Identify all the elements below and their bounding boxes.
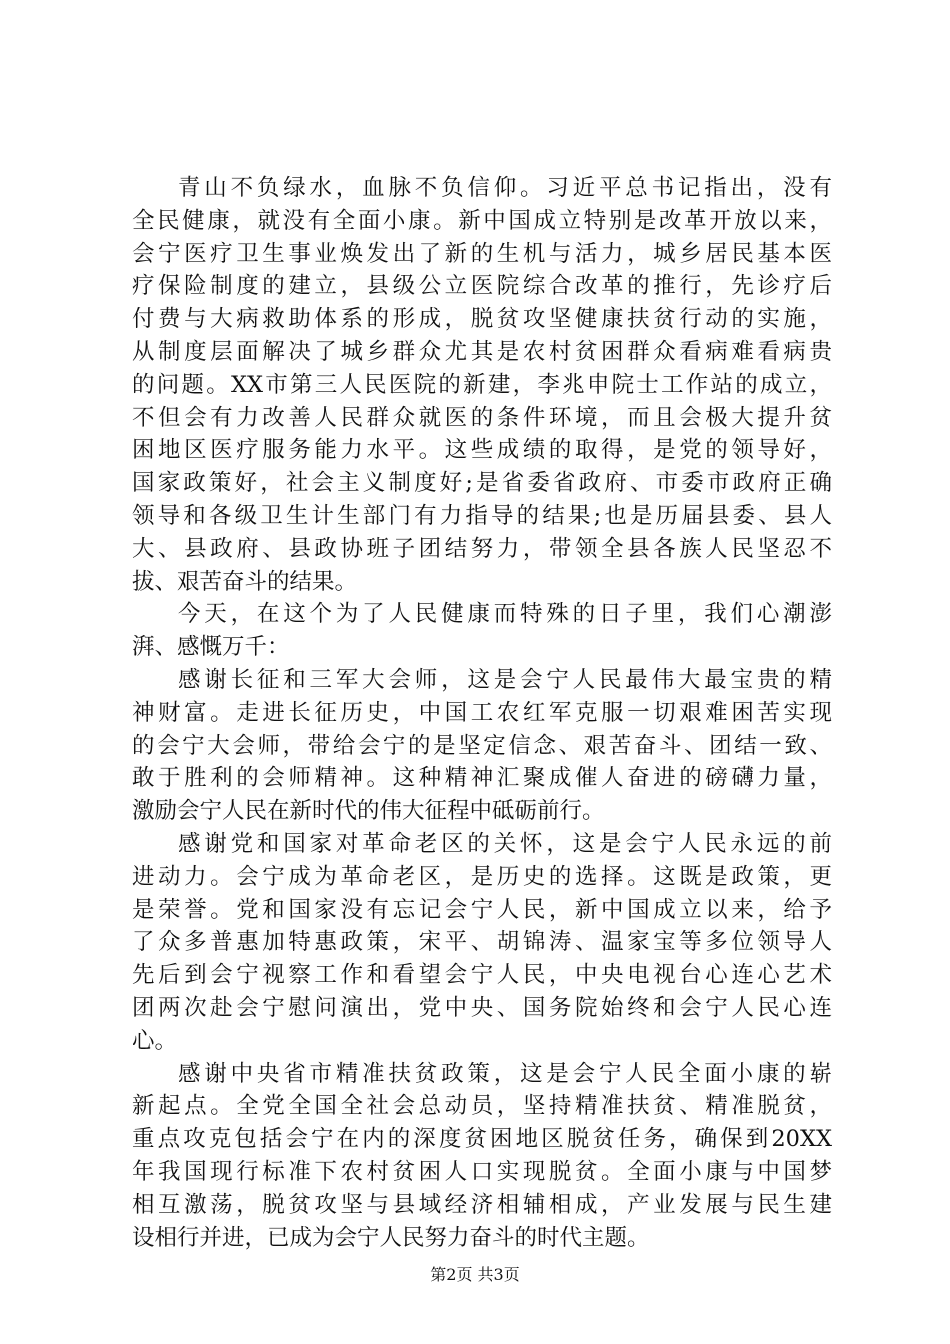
text-line: 相互激荡，脱贫攻坚与县域经济相辅相成，产业发展与民生建	[132, 1191, 832, 1218]
text-line: 先后到会宁视察工作和看望会宁人民，中央电视台心连心艺术	[132, 962, 832, 989]
text-line: 会宁医疗卫生事业焕发出了新的生机与活力，城乡居民基本医	[132, 240, 832, 267]
text-line: 疗保险制度的建立，县级公立医院综合改革的推行，先诊疗后	[132, 273, 832, 300]
text-line: 感谢党和国家对革命老区的关怀，这是会宁人民永远的前	[178, 830, 832, 857]
text-line: 新起点。全党全国全社会总动员，坚持精准扶贫、精准脱贫，	[132, 1093, 832, 1120]
text-line: 付费与大病救助体系的形成，脱贫攻坚健康扶贫行动的实施，	[132, 306, 832, 333]
document-body	[132, 172, 832, 1254]
text-line: 青山不负绿水，血脉不负信仰。习近平总书记指出，没有	[178, 175, 832, 201]
page-footer: 第2页 共3页	[430, 1265, 520, 1284]
text-line: 心。	[132, 1027, 178, 1054]
text-line: 感谢长征和三军大会师，这是会宁人民最伟大最宝贵的精	[178, 666, 832, 693]
text-line: 敢于胜利的会师精神。这种精神汇聚成催人奋进的磅礴力量，	[132, 765, 832, 792]
text-line: 领导和各级卫生计生部门有力指导的结果;也是历届县委、县人	[132, 502, 832, 529]
text-line: 的问题。XX市第三人民医院的新建，李兆申院士工作站的成立，	[132, 371, 832, 398]
text-line: 神财富。走进长征历史，中国工农红军克服一切艰难困苦实现	[132, 699, 832, 726]
text-line: 是荣誉。党和国家没有忘记会宁人民，新中国成立以来，给予	[132, 896, 832, 923]
text-line: 湃、感慨万千：	[132, 634, 290, 661]
text-line: 今天，在这个为了人民健康而特殊的日子里，我们心潮澎	[178, 601, 832, 628]
text-line: 了众多普惠加特惠政策，宋平、胡锦涛、温家宝等多位领导人	[132, 929, 832, 956]
text-line: 团两次赴会宁慰问演出，党中央、国务院始终和会宁人民心连	[132, 994, 832, 1021]
text-line: 设相行并进，已成为会宁人民努力奋斗的时代主题。	[132, 1224, 650, 1251]
text-line: 激励会宁人民在新时代的伟大征程中砥砺前行。	[132, 798, 605, 825]
text-line: 年我国现行标准下农村贫困人口实现脱贫。全面小康与中国梦	[132, 1158, 832, 1185]
text-line: 大、县政府、县政协班子团结努力，带领全县各族人民坚忍不	[132, 535, 832, 562]
text-line: 全民健康，就没有全面小康。新中国成立特别是改革开放以来，	[132, 207, 832, 234]
text-line: 困地区医疗服务能力水平。这些成绩的取得，是党的领导好，	[132, 437, 832, 464]
text-line: 进动力。会宁成为革命老区，是历史的选择。这既是政策，更	[132, 863, 832, 890]
text-line: 感谢中央省市精准扶贫政策，这是会宁人民全面小康的崭	[178, 1060, 832, 1087]
text-line: 重点攻克包括会宁在内的深度贫困地区脱贫任务，确保到20XX	[132, 1126, 832, 1153]
text-line: 的会宁大会师，带给会宁的是坚定信念、艰苦奋斗、团结一致、	[132, 732, 832, 759]
text-line: 不但会有力改善人民群众就医的条件环境，而且会极大提升贫	[132, 404, 832, 431]
text-line: 从制度层面解决了城乡群众尤其是农村贫困群众看病难看病贵	[132, 338, 832, 365]
text-line: 拔、艰苦奋斗的结果。	[132, 568, 358, 595]
text-line: 国家政策好，社会主义制度好;是省委省政府、市委市政府正确	[132, 470, 832, 497]
